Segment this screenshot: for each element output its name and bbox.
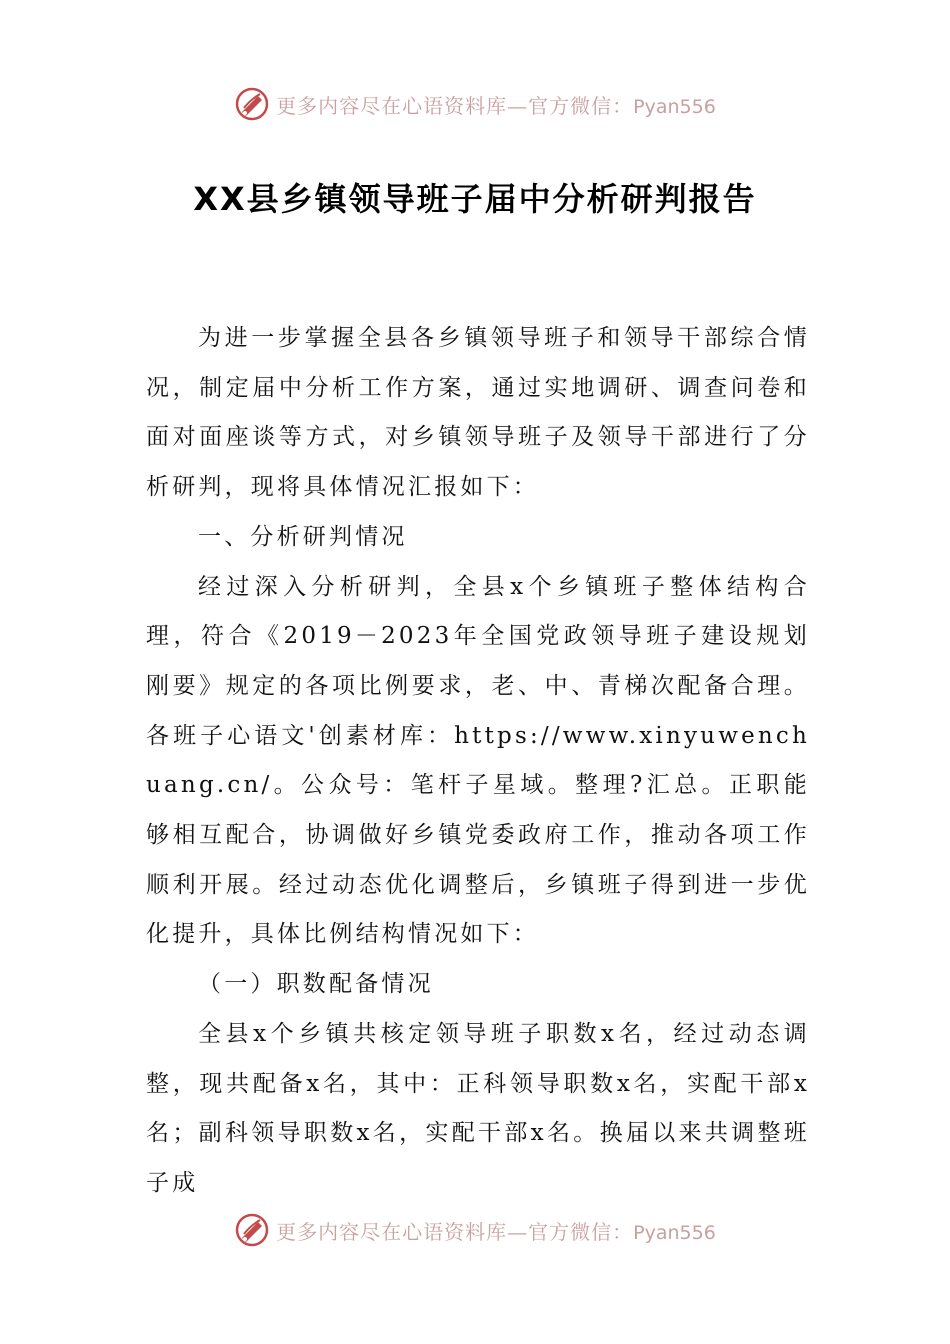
banner-wechat-id: Pyan556 [633, 95, 716, 118]
xinyu-logo-icon [234, 1212, 270, 1248]
banner-text [276, 90, 716, 119]
xinyu-logo-icon [234, 86, 270, 122]
banner-wechat-id: Pyan556 [633, 1221, 716, 1244]
paragraph-analysis: 经过深入分析研判，全县x个乡镇班子整体结构合理，符合《2019－2023年全国党政领导班子建设规划刚要》规定的各项比例要求，老、中、青梯次配备合理。各班子心语文'创素材库：https://www.xinyuwenchuang.cn/。公众号：笔杆子星域。整理?汇总。正职能够相互配合，协调做好乡镇党委政府工作，推动各项工作顺利开展。经过动态优化调整后，乡镇班子得到进一步优化提升，具体比例结构情况如下： [146, 573, 810, 948]
subsection-heading-1: （一）职数配备情况 [198, 971, 434, 998]
paragraph-positions: 全县x个乡镇共核定领导班子职数x名，经过动态调整，现共配备x名，其中：正科领导职数x名，实配干部x名；副科领导职数x名，实配干部x名。换届以来共调整班子成 [146, 1020, 810, 1196]
paragraph-intro: 为进一步掌握全县各乡镇领导班子和领导干部综合情况，制定届中分析工作方案，通过实地调研、调查问卷和面对面座谈等方式，对乡镇领导班子及领导干部进行了分析研判，现将具体情况汇报如下： [146, 325, 810, 501]
document-body [146, 314, 810, 1209]
page-header-banner [0, 84, 950, 124]
page-footer-banner [0, 1210, 950, 1250]
section-heading-1: 一、分析研判情况 [198, 523, 408, 550]
banner-text [276, 1216, 716, 1245]
banner-label: 更多内容尽在心语资料库—官方微信： [276, 1219, 634, 1244]
document-title: XX县乡镇领导班子届中分析研判报告 [193, 180, 757, 218]
banner-label: 更多内容尽在心语资料库—官方微信： [276, 93, 634, 118]
